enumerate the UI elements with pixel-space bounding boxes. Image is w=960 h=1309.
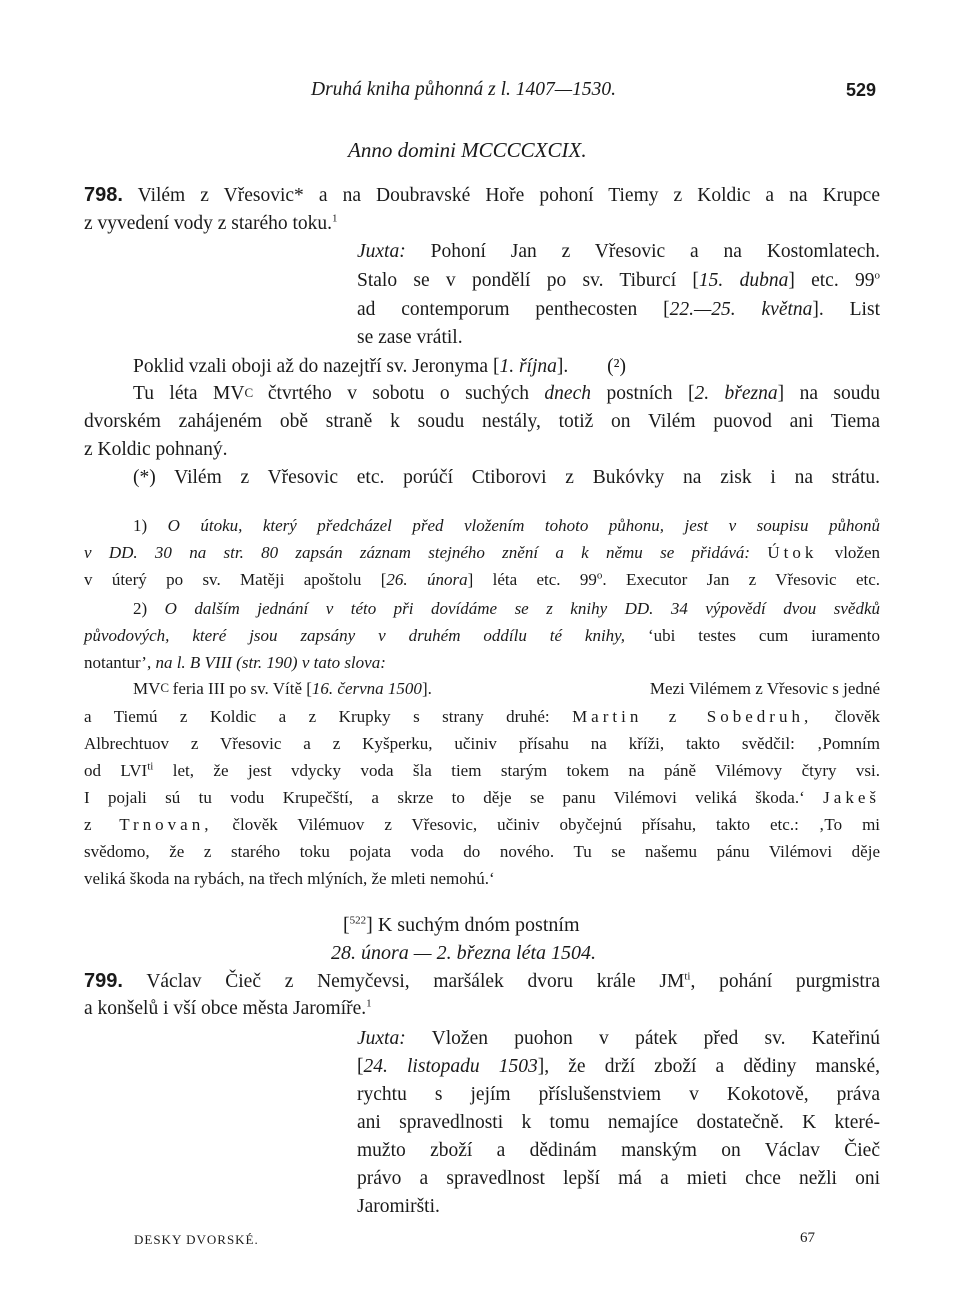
entry-798-text: Vilém z Vřesovic* a na Doubravské Hoře pohoní Tiemy z Koldic a na Krupce [137,185,880,206]
footnote-text: člověk Vilémuov z Vřesovic, učiniv obyčejnú přísahu, takto etc.: ‚To mi [232,815,881,834]
folio-ref: [$^{522}$] [343,914,373,936]
footnote-text: MV [133,679,161,698]
footnote-text: let, že jest vdycky voda šla tiem starým tokem na páně Vilémovy čtyry vsi. [172,761,881,780]
juxta-text: Stalo se v pondělí po sv. Tiburcí [ [357,270,699,291]
footnote-mark: 2) [133,599,148,618]
entry-799-line-1 [84,969,880,994]
footnote-text: člověk [834,707,881,726]
note-marker: (²) [607,356,626,377]
footnote-mark: 1) [133,516,148,535]
paragraph-tu-leta-line-2 [84,410,880,434]
heading-799-title [343,913,580,937]
juxta-date: 24. listopadu 1503 [363,1056,538,1077]
paragraph-text: čtvrtého v sobotu o suchých [267,383,529,404]
paragraph-italic: dnech [544,383,591,404]
footnote-2-line-6 [84,732,880,756]
footnote-ref: 1 [332,212,338,225]
paragraph-date: 1. října [499,356,557,377]
superscript: o [874,269,881,282]
juxta-label: Juxta: [357,241,406,262]
juxta-799-line-6 [357,1167,880,1191]
heading-title: K suchým dnóm postním [377,914,580,936]
juxta-text: Pohoní Jan z Vřesovic a na Kostomlatech. [430,241,880,262]
page-number: 529 [846,80,877,100]
footnote-date: 16. června 1500 [311,679,422,698]
footnote-2-line-8 [84,786,880,810]
footnote-latin: notantur’, [84,653,152,672]
footnote-text: O dalším jednání v této při dovídáme se z knihy DD. 34 výpovědí dvou svědků [164,599,881,618]
entry-798-line-2 [84,212,338,236]
juxta-text: ], že drží zboží a dědiny manské, [537,1056,880,1077]
juxta-label: Juxta: [357,1028,406,1049]
paragraph-attorney [133,466,880,490]
entry-798-text-cont: z vyvedení vody z starého toku. [84,213,333,234]
paragraph-poklid [133,355,626,379]
paragraph-text: Tu léta MV [133,383,245,404]
juxta-799-line-4 [357,1111,880,1135]
juxta-text: ] etc. 99 [788,270,875,291]
juxta-text: mužto zboží a dědinám manským on Václav Čieč [357,1140,880,1161]
juxta-text: ]. List [812,299,880,320]
juxta-text: Vložen puohon v pátek před sv. Kateřinú [431,1028,880,1049]
juxta-799-line-2 [357,1055,880,1079]
witness-name: Martin z Sobedruh, [572,707,813,726]
footnote-ref: 1 [366,997,372,1010]
footnote-text: původových, které jsou zapsány v druhém oddílu té knihy, [84,626,626,645]
footnote-text: Albrechtuov z Vřesovic a z Kyšperku, učiniv přísahu na kříži, takto svědčil: ‚Pomním [84,734,880,753]
paragraph-text: (*) Vilém z Vřesovic etc. porúčí Ctiborovi z Bukóvky na zisk i na strátu. [133,467,880,488]
footnote-text: . Executor Jan z Vřesovic etc. [602,570,881,589]
footer-signature: DESKY DVORSKÉ. [134,1232,259,1247]
footnote-text: I pojali sú tu vodu Krupečští, a skrze to děje se panu Vilémovi veliká škoda.‘ [84,788,805,807]
footnote-text: a Tiemú z Koldic a z Krupky s strany druhé: [84,707,550,726]
paragraph-text: postních [ [606,383,695,404]
footnote-spaced: Útok [767,543,818,562]
footnote-2-line-9 [84,813,880,837]
juxta-799-line-3 [357,1083,880,1107]
entry-799-text: Václav Čieč z Nemyčevsi, maršálek dvoru krále JM [146,971,685,992]
footnote-2-line-1 [133,597,880,621]
juxta-date: 22.—25. května [669,299,813,320]
footnote-text: O útoku, který předcházel před vložením tohoto půhonu, jest v soupisu půhonů [167,516,880,535]
footnote-text: vložen [834,543,881,562]
juxta-text: právo a spravedlnost lepší má a mieti chce nežli oni [357,1168,880,1189]
heading-799-dates: 28. února — 2. března léta 1504. [331,942,596,964]
footnote-2-line-5 [84,705,880,729]
footnote-1-line-2 [84,541,880,565]
footnote-text: ]. [421,679,432,698]
footer-sheet-number: 67 [800,1230,815,1246]
juxta-date: 15. dubna [698,270,789,291]
footnote-2-line-4: MV C feria III po sv. Vítě [16. června 1500]. Mezi Vilémem z Vřesovic s jedné [133,677,880,701]
footnote-text: feria III po sv. Vítě [ [172,679,312,698]
juxta-line-4: se zase vrátil. [357,327,463,348]
footnote-2-line-2 [84,624,880,648]
footnote-text: svědomo, že z starého toku pojata voda do nového. Tu se našemu pánu Vilémovi děje [84,842,880,861]
superscript: o [596,569,603,582]
footnote-text: Mezi Vilémem z Vřesovic s jedné [649,679,880,698]
superscript: ti [147,760,154,773]
footnote-text: v úterý po sv. Matěji apoštolu [ [84,570,387,589]
paragraph-tu-leta-line-3: z Koldic pohnaný. [84,439,228,460]
entry-798-line-1 [84,183,880,208]
entry-number: 798. [84,184,123,206]
juxta-text: ani spravedlnosti k tomu nemajíce dostatečně. K které- [357,1112,880,1133]
paragraph-date: 2. března [694,383,778,404]
juxta-799-line-5 [357,1139,880,1163]
paragraph-text: dvorském zahájeném obě straně k soudu nestály, totiž on Vilém puovod ani Tiema [84,411,880,432]
witness-name: Jakeš [823,788,880,807]
footnote-1-line-3 [84,568,880,592]
juxta-799-line-7: Jaromiršti. [357,1196,440,1217]
entry-number: 799. [84,970,123,992]
juxta-text: ad contemporum penthecosten [ [357,299,670,320]
juxta-text: [ [357,1056,364,1077]
footnote-2-line-7 [84,759,880,783]
witness-name: z Trnovan, [84,815,213,834]
footnote-2-line-10 [84,840,880,864]
section-year-heading: Anno domini MCCCCXCIX. [348,138,587,162]
juxta-799-line-1 [357,1027,880,1051]
paragraph-text: Poklid vzali oboji až do nazejtří sv. Jeronyma [ [133,356,500,377]
entry-799-text: a konšelů i vší obce města Jaromíře. [84,998,367,1019]
footnote-2-line-11: veliká škoda na rybách, na třech mlýních, že mleti nemohú.‘ [84,869,495,888]
juxta-line-2 [357,269,880,293]
paragraph-text: ] na soudu [777,383,881,404]
footnote-text: v DD. 30 na str. 80 zapsán záznam stejného znění a k němu se přidává: [84,543,751,562]
footnote-text: ] léta etc. 99 [467,570,597,589]
superscript: ti [684,970,691,983]
footnote-2-line-3 [84,651,386,675]
running-title: Druhá kniha půhonná z l. 1407—1530. [311,79,616,100]
footnote-text: od LVI [84,761,148,780]
entry-799-line-2 [84,997,372,1021]
entry-799-text: , pohání purgmistra [690,971,880,992]
footnote-text: na l. B VIII (str. 190) v tato slova: [155,653,386,672]
juxta-line-1 [357,240,880,264]
footnote-date: 26. února [386,570,468,589]
juxta-text: rychtu s jejím příslušenstviem v Kokotově, práva [357,1084,880,1105]
paragraph-text: ]. [556,356,569,377]
juxta-line-3 [357,298,880,322]
paragraph-tu-leta-line-1: Tu léta MV C čtvrtého v sobotu o suchých dnech postních [2. března] na soudu [133,383,881,404]
footnote-1-line-1 [133,514,880,538]
footnote-latin: ‘ubi testes cum iuramento [647,626,880,645]
